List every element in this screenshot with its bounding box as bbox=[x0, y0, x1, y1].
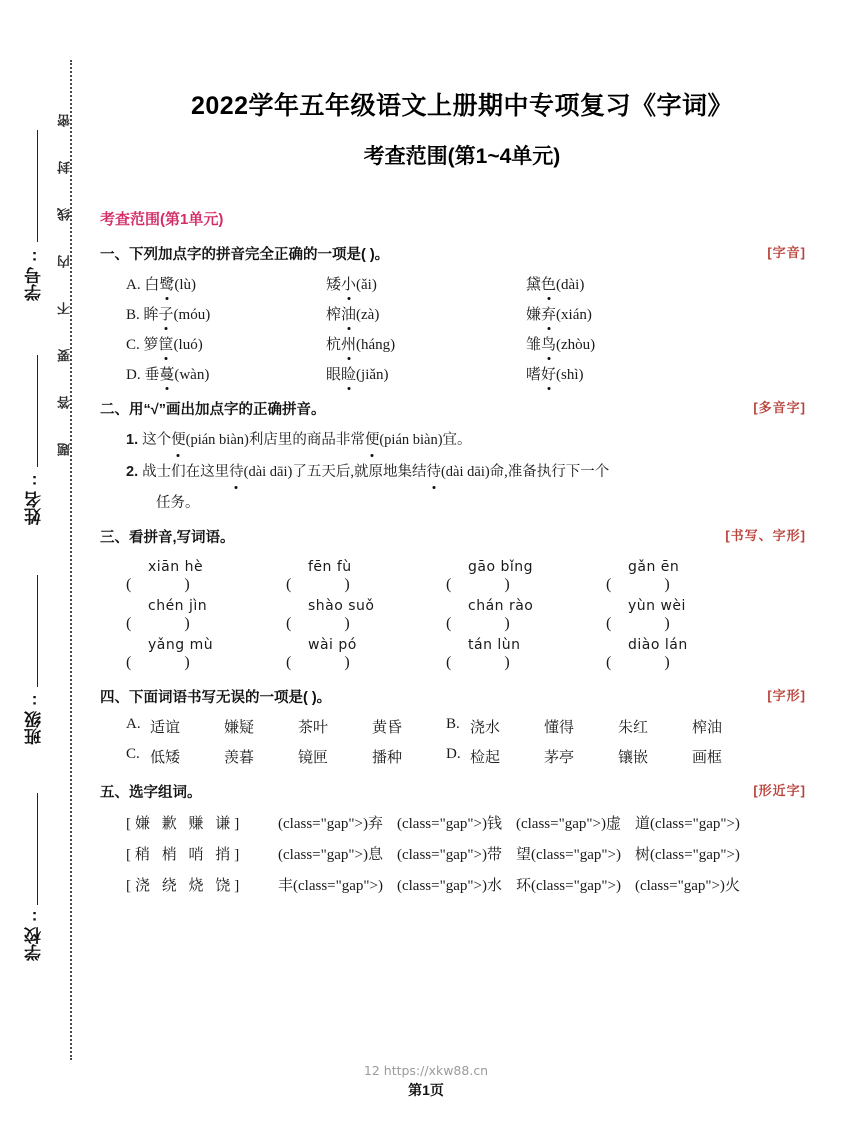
question-1 bbox=[96, 243, 828, 384]
pinyin-row bbox=[126, 598, 828, 633]
pinyin-row bbox=[126, 559, 828, 594]
school-write-line bbox=[37, 793, 38, 905]
unit-scope-heading: 考查范围(第1单元) bbox=[100, 211, 224, 228]
pinyin-text: xiān hè bbox=[148, 559, 204, 576]
option-item: C. 箩筐(luó) bbox=[126, 333, 326, 354]
student-name-write-line bbox=[37, 355, 38, 467]
answer-blank[interactable]: ( ) bbox=[126, 615, 191, 633]
dotted-character: 睑 bbox=[341, 363, 356, 384]
dotted-character: 筐 bbox=[159, 333, 174, 354]
dotted-character: 待 bbox=[426, 462, 441, 483]
word-item: 镜匣 bbox=[298, 750, 329, 767]
dotted-character: 小 bbox=[341, 273, 356, 294]
option-item: 矮小(ǎi) bbox=[326, 273, 526, 294]
character-blanks[interactable]: (class="gap">)息 (class="gap">)带 望(class="gap">) 树(class="gap">) bbox=[278, 847, 740, 864]
answer-blank[interactable]: ( ) bbox=[446, 615, 511, 633]
question-4-prompt: 四、下面词语书写无误的一项是( )。 bbox=[100, 690, 332, 707]
pinyin-item bbox=[446, 637, 606, 672]
word-item: 浇水 bbox=[470, 720, 501, 737]
pinyin-item bbox=[606, 598, 766, 633]
option-row bbox=[100, 333, 828, 354]
pinyin-item bbox=[606, 559, 766, 594]
option-item: 眼睑(jiǎn) bbox=[326, 363, 526, 384]
pinyin-text: chán rào bbox=[468, 598, 534, 615]
dotted-character: 子 bbox=[159, 303, 174, 324]
pinyin-text: shào suǒ bbox=[308, 598, 375, 615]
answer-blank[interactable]: ( ) bbox=[606, 576, 671, 594]
pinyin-item bbox=[446, 598, 606, 633]
question-3 bbox=[96, 526, 828, 672]
dotted-character: 色 bbox=[541, 273, 556, 294]
option-item: 嫌弃(xián) bbox=[526, 303, 726, 324]
option-item: B. 眸子(móu) bbox=[126, 303, 326, 324]
option-row bbox=[100, 363, 828, 384]
question-3-prompt: 三、看拼音,写词语。 bbox=[100, 530, 235, 547]
pinyin-item bbox=[126, 598, 286, 633]
field-label-student-name: 姓名: bbox=[25, 472, 44, 525]
character-set: [浇 绕 烧 饶] bbox=[126, 878, 244, 895]
sentence-text: 战士们在这里 bbox=[142, 464, 230, 481]
question-2-sentences bbox=[100, 430, 828, 512]
question-2 bbox=[96, 398, 828, 512]
sentence-text: (dài dāi)命,准备执行下一个 bbox=[440, 464, 610, 481]
sealing-margin bbox=[0, 0, 96, 1122]
pinyin-text: chén jìn bbox=[148, 598, 208, 615]
option-item: 黛色(dài) bbox=[526, 273, 726, 294]
pinyin-text: fēn fù bbox=[308, 559, 352, 576]
option-item: D. 垂蔓(wàn) bbox=[126, 363, 326, 384]
question-1-tag: [字音] bbox=[767, 245, 806, 260]
student-number-write-line bbox=[37, 130, 38, 242]
field-label-student-number: 学号: bbox=[25, 248, 44, 301]
word-item: 懂得 bbox=[544, 720, 575, 737]
question-3-pinyin-grid bbox=[100, 559, 828, 672]
pinyin-text: gāo bǐng bbox=[468, 559, 534, 576]
question-4 bbox=[96, 686, 828, 767]
word-item: 黄昏 bbox=[372, 720, 403, 737]
pinyin-item bbox=[286, 637, 446, 672]
question-4-tag: [字形] bbox=[767, 688, 806, 704]
character-blanks[interactable]: 丰(class="gap">) (class="gap">)水 环(class="gap">) (class="gap">)火 bbox=[278, 878, 740, 895]
answer-blank[interactable]: ( ) bbox=[126, 576, 191, 594]
dotted-character: 蔓 bbox=[159, 363, 174, 384]
answer-blank[interactable]: ( ) bbox=[446, 654, 511, 672]
page-title: 2022学年五年级语文上册期中专项复习《字词》 bbox=[190, 92, 734, 120]
pinyin-text: yǎng mù bbox=[148, 637, 214, 654]
question-4-options bbox=[100, 716, 828, 767]
option-item: 杭州(háng) bbox=[326, 333, 526, 354]
pinyin-text: diào lán bbox=[628, 637, 688, 654]
sentence-text: (dài dāi)了五天后,就原地集结 bbox=[243, 464, 427, 481]
dotted-character: 待 bbox=[229, 462, 244, 483]
option-label: D. bbox=[446, 746, 461, 763]
character-set: [稍 梢 哨 捎] bbox=[126, 847, 244, 864]
option-label: A. bbox=[126, 716, 141, 733]
word-item: 适谊 bbox=[150, 720, 181, 737]
question-1-prompt: 一、下列加点字的拼音完全正确的一项是( )。 bbox=[100, 247, 390, 263]
word-item: 榨油 bbox=[692, 720, 723, 737]
sentence-text: (pián biàn)宜。 bbox=[379, 432, 472, 448]
word-item: 羡暮 bbox=[224, 750, 255, 767]
question-5-prompt: 五、选字组词。 bbox=[100, 785, 202, 802]
answer-blank[interactable]: ( ) bbox=[286, 615, 351, 633]
worksheet-body bbox=[96, 0, 852, 1122]
dotted-character: 便 bbox=[171, 430, 186, 451]
question-5-rows bbox=[100, 812, 828, 895]
dotted-character: 弃 bbox=[541, 303, 556, 324]
answer-blank[interactable]: ( ) bbox=[286, 576, 351, 594]
pinyin-item bbox=[606, 637, 766, 672]
sentence-text: 这个 bbox=[142, 432, 172, 448]
pinyin-text: gǎn ēn bbox=[628, 559, 680, 576]
word-item: 茶叶 bbox=[298, 720, 329, 737]
pinyin-text: tán lùn bbox=[468, 637, 521, 654]
character-choice-row bbox=[100, 843, 828, 864]
question-3-tag: [书写、字形] bbox=[725, 528, 806, 544]
option-label: B. bbox=[446, 716, 460, 733]
question-5 bbox=[96, 781, 828, 895]
word-item: 朱红 bbox=[618, 720, 649, 737]
answer-blank[interactable]: ( ) bbox=[126, 654, 191, 672]
sentence-line bbox=[100, 462, 828, 483]
character-choice-row bbox=[100, 874, 828, 895]
word-item: 嫌疑 bbox=[224, 720, 255, 737]
answer-blank[interactable]: ( ) bbox=[446, 576, 511, 594]
word-item: 检起 bbox=[470, 750, 501, 767]
question-5-tag: [形近字] bbox=[753, 783, 806, 799]
sentence-continuation: 任务。 bbox=[156, 495, 200, 512]
word-item: 茅亭 bbox=[544, 750, 575, 767]
word-item: 画框 bbox=[692, 750, 723, 767]
character-set: [嫌 歉 赚 谦] bbox=[126, 816, 244, 833]
page-subtitle: 考查范围(第1~4单元) bbox=[363, 145, 561, 168]
question-2-prompt: 二、用“√”画出加点字的正确拼音。 bbox=[100, 402, 326, 418]
option-item: 榨油(zà) bbox=[326, 303, 526, 324]
answer-blank[interactable]: ( ) bbox=[286, 654, 351, 672]
answer-blank[interactable]: ( ) bbox=[606, 615, 671, 633]
pinyin-item bbox=[286, 598, 446, 633]
pinyin-item bbox=[126, 637, 286, 672]
pinyin-row bbox=[126, 637, 828, 672]
dotted-character: 便 bbox=[365, 430, 380, 451]
field-label-school: 学校: bbox=[25, 908, 44, 961]
option-row bbox=[100, 303, 828, 324]
sentence-text: (pián biàn)利店里的商品非常 bbox=[185, 432, 365, 448]
word-item: 播种 bbox=[372, 750, 403, 767]
pinyin-item bbox=[446, 559, 606, 594]
character-choice-row bbox=[100, 812, 828, 833]
option-label: C. bbox=[126, 746, 140, 763]
dotted-character: 鸟 bbox=[541, 333, 556, 354]
option-item: 嗜好(shì) bbox=[526, 363, 726, 384]
option-row bbox=[100, 273, 828, 294]
question-1-options bbox=[100, 273, 828, 384]
dotted-character: 鹭 bbox=[159, 273, 174, 294]
option-item: A. 白鹭(lù) bbox=[126, 273, 326, 294]
character-blanks[interactable]: (class="gap">)弃 (class="gap">)钱 (class="gap">)虚 道(class="gap">) bbox=[278, 816, 740, 833]
word-option-row bbox=[100, 716, 828, 737]
sentence-number: 2. bbox=[126, 464, 143, 481]
pinyin-item bbox=[126, 559, 286, 594]
dotted-character: 州 bbox=[341, 333, 356, 354]
site-watermark: 12 https://xkw88.cn bbox=[363, 1063, 489, 1078]
sentence-number: 1. bbox=[126, 432, 143, 448]
pinyin-text: wài pó bbox=[308, 637, 357, 654]
question-2-tag: [多音字] bbox=[753, 400, 806, 415]
dotted-character: 好 bbox=[541, 363, 556, 384]
field-label-class: 班级: bbox=[25, 692, 44, 745]
pinyin-text: yùn wèi bbox=[628, 598, 686, 615]
pinyin-item bbox=[286, 559, 446, 594]
sentence-line bbox=[100, 430, 828, 451]
word-option-row bbox=[100, 746, 828, 767]
class-write-line bbox=[37, 575, 38, 687]
sealing-notice-text: 题答要不内线封密 bbox=[57, 80, 72, 456]
word-item: 镶嵌 bbox=[618, 750, 649, 767]
answer-blank[interactable]: ( ) bbox=[606, 654, 671, 672]
page-number: 第1页 bbox=[408, 1082, 444, 1098]
option-item: 雏鸟(zhòu) bbox=[526, 333, 726, 354]
dotted-character: 油 bbox=[341, 303, 356, 324]
word-item: 低矮 bbox=[150, 750, 181, 767]
